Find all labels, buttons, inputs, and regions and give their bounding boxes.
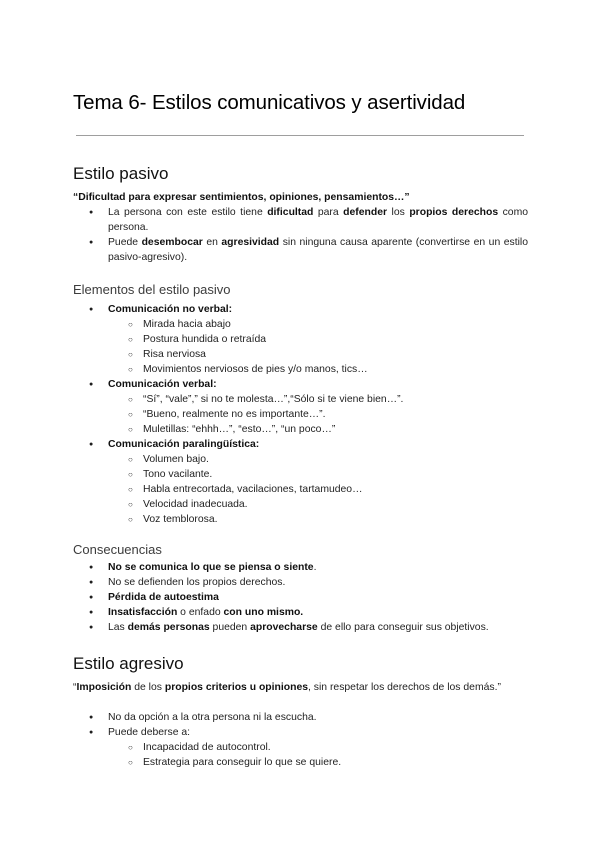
pasivo-quote bbox=[73, 190, 528, 205]
bold-text: Pérdida de autoestima bbox=[108, 592, 219, 603]
text: No se defienden los propios derechos. bbox=[108, 577, 286, 588]
text: de ello para conseguir sus objetivos. bbox=[317, 622, 489, 633]
bold-text: Imposición bbox=[76, 682, 132, 693]
group-items bbox=[108, 392, 528, 437]
text: pueden bbox=[209, 622, 251, 633]
bold-text: agresividad bbox=[221, 237, 280, 248]
heading-estilo-agresivo: Estilo agresivo bbox=[73, 654, 184, 673]
group-items bbox=[108, 452, 528, 527]
text: “ bbox=[73, 682, 77, 693]
list-item bbox=[73, 620, 528, 635]
title-divider bbox=[76, 135, 524, 136]
list-item bbox=[73, 725, 528, 770]
document-title: Tema 6- Estilos comunicativos y asertividad bbox=[73, 91, 466, 114]
group-label: Comunicación paralingüística: bbox=[108, 439, 260, 450]
text: los bbox=[387, 207, 410, 218]
agresivo-bullets bbox=[73, 710, 528, 770]
bold-text: dificultad bbox=[267, 207, 314, 218]
list-item: ○ Estrategia para conseguir lo que se quiere. bbox=[108, 755, 528, 770]
text: Las bbox=[108, 622, 128, 633]
group-label: Comunicación verbal: bbox=[108, 379, 217, 390]
bold-text: con uno mismo. bbox=[223, 607, 304, 618]
pasivo-bullets bbox=[73, 205, 528, 265]
elementos-group bbox=[73, 437, 528, 527]
pasivo-quote-text: “Dificultad para expresar sentimientos, opiniones, pensamientos…” bbox=[73, 192, 410, 203]
sub-list bbox=[108, 740, 528, 770]
list-item bbox=[73, 575, 528, 590]
elementos-group bbox=[73, 302, 528, 377]
consecuencias-list bbox=[73, 560, 528, 635]
text: , sin respetar los derechos de los demás.” bbox=[308, 682, 501, 693]
text: en bbox=[202, 237, 222, 248]
list-item: ○ Volumen bajo. bbox=[108, 452, 528, 467]
text: Puede bbox=[108, 237, 142, 248]
list-item: ○ Movimientos nerviosos de pies y/o manos, tics… bbox=[108, 362, 528, 377]
text: La persona con este estilo tiene bbox=[108, 207, 268, 218]
list-item: ○ Postura hundida o retraída bbox=[108, 332, 528, 347]
list-item bbox=[73, 605, 528, 620]
list-item: ○ Risa nerviosa bbox=[108, 347, 528, 362]
bold-text: Insatisfacción bbox=[108, 607, 178, 618]
bold-text: defender bbox=[343, 207, 388, 218]
heading-elementos: Elementos del estilo pasivo bbox=[73, 282, 231, 297]
pasivo-bullet-1 bbox=[73, 205, 528, 235]
bold-text: propios criterios u opiniones bbox=[164, 682, 309, 693]
elementos-group bbox=[73, 377, 528, 437]
text: Puede deberse a: bbox=[108, 727, 191, 738]
pasivo-bullet-2 bbox=[73, 235, 528, 265]
list-item: ○ Voz temblorosa. bbox=[108, 512, 528, 527]
text: para bbox=[313, 207, 344, 218]
list-item: ○ Velocidad inadecuada. bbox=[108, 497, 528, 512]
list-item: ○ Muletillas: “ehhh…”, “esto…”, “un poco…” bbox=[108, 422, 528, 437]
bold-text: desembocar bbox=[141, 237, 203, 248]
group-items bbox=[108, 317, 528, 377]
heading-consecuencias: Consecuencias bbox=[73, 542, 162, 557]
text: sin ninguna causa aparente (convertirse en un estilo pasivo-agresivo). bbox=[108, 237, 528, 263]
agresivo-quote bbox=[73, 680, 528, 695]
list-item: ○ “Bueno, realmente no es importante…”. bbox=[108, 407, 528, 422]
list-item: ○ Mirada hacia abajo bbox=[108, 317, 528, 332]
list-item: ○ Tono vacilante. bbox=[108, 467, 528, 482]
list-item: ● No da opción a la otra persona ni la escucha. bbox=[73, 710, 528, 725]
list-item bbox=[73, 560, 528, 575]
group-label: Comunicación no verbal: bbox=[108, 304, 233, 315]
bold-text: No se comunica lo que se piensa o siente bbox=[108, 562, 314, 573]
list-item bbox=[73, 590, 528, 605]
heading-estilo-pasivo: Estilo pasivo bbox=[73, 164, 169, 183]
list-item: ○ “Sí”, “vale”,” si no te molesta…”,“Sólo si te viene bien…”. bbox=[108, 392, 528, 407]
bold-text: demás personas bbox=[127, 622, 210, 633]
text: o enfado bbox=[177, 607, 224, 618]
text: . bbox=[313, 562, 317, 573]
elementos-list bbox=[73, 302, 528, 527]
text: de los bbox=[131, 682, 165, 693]
list-item: ○ Habla entrecortada, vacilaciones, tartamudeo… bbox=[108, 482, 528, 497]
text: como persona. bbox=[108, 207, 529, 233]
list-item: ○ Incapacidad de autocontrol. bbox=[108, 740, 528, 755]
bold-text: propios derechos bbox=[409, 207, 499, 218]
bold-text: aprovecharse bbox=[250, 622, 318, 633]
